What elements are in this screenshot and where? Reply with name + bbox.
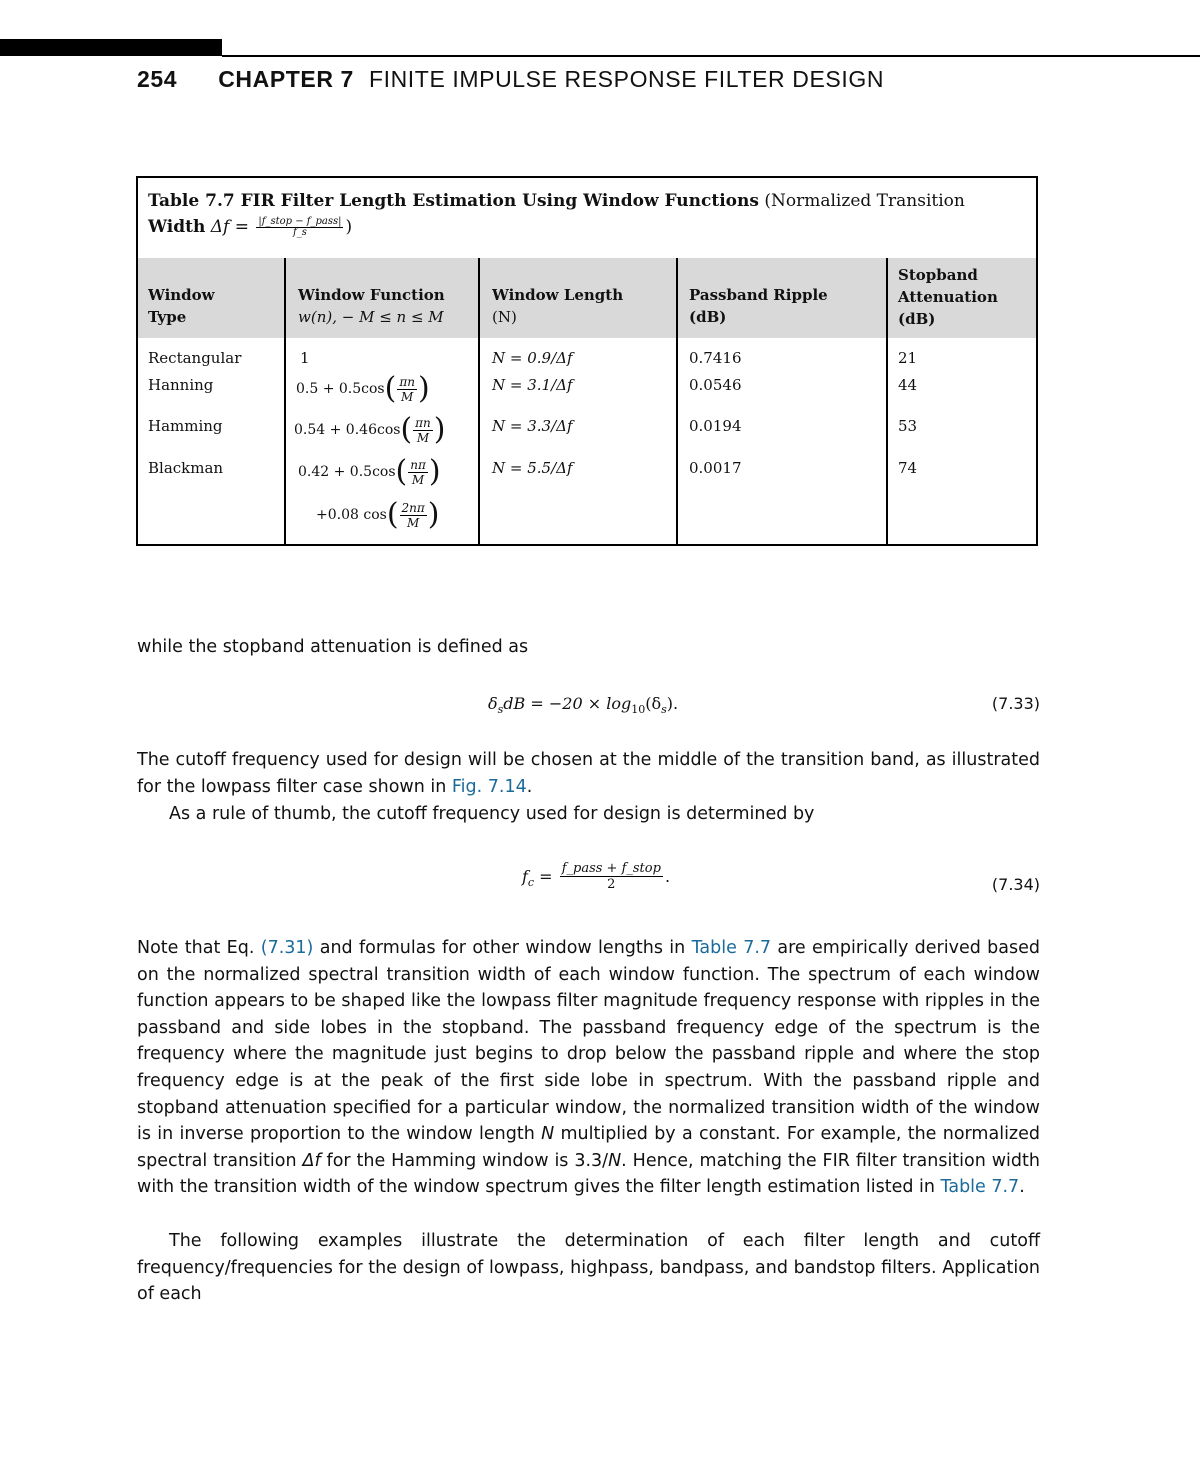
table-cell-type: Hanning	[148, 376, 214, 394]
header-window-function: Window Function w(n), − M ≤ n ≤ M	[298, 286, 445, 326]
table-cell-atten: 44	[898, 376, 918, 394]
column-divider	[284, 258, 286, 544]
table-cell-atten: 53	[898, 417, 918, 435]
table-cell-atten: 74	[898, 459, 918, 477]
table-cell-ripple: 0.7416	[689, 349, 742, 367]
caption-rest: (Normalized Transition	[764, 191, 965, 211]
caption-delta: Δf =	[210, 217, 249, 237]
equation-7-34: $f_c$ = f_pass + f_stop 2 .	[522, 861, 671, 893]
equation-number: (7.34)	[991, 875, 1040, 894]
paragraph: As a rule of thumb, the cutoff frequency used for design is determined by	[169, 804, 815, 824]
caption-bold: Table 7.7 FIR Filter Length Estimation Using Window Functions	[148, 191, 759, 211]
header-window-length: Window Length (N)	[492, 286, 624, 326]
table-cell-function: 0.42 + 0.5cos ( nπ M )	[298, 454, 441, 489]
table-cell-ripple: 0.0017	[689, 459, 742, 477]
table-cell-function: 0.5 + 0.5cos ( πn M )	[296, 371, 430, 406]
caption-close: )	[345, 217, 353, 237]
equation-link[interactable]: (7.31)	[260, 938, 314, 958]
column-divider	[886, 258, 888, 544]
table-cell-atten: 21	[898, 349, 918, 367]
table-cell-ripple: 0.0546	[689, 376, 742, 394]
header-window-type: Window Type	[148, 286, 215, 326]
header-rule	[222, 55, 1200, 57]
chapter-label: CHAPTER 7	[218, 66, 354, 92]
header-passband-ripple: Passband Ripple (dB)	[689, 286, 828, 326]
table-cell-type: Rectangular	[148, 349, 242, 367]
header-bar	[0, 39, 222, 56]
table-cell-length: N = 3.1/Δf	[492, 376, 573, 394]
table-cell-type: Hamming	[148, 417, 223, 435]
running-head	[137, 66, 884, 93]
table-cell-length: N = 5.5/Δf	[492, 459, 573, 477]
table-caption	[148, 188, 1028, 240]
paragraph: The cutoff frequency used for design will be chosen at the middle of the transition band, as illustrated for the lowpass filter case shown in Fig. 7.14.	[137, 750, 1040, 797]
table-cell-function: 1	[300, 349, 310, 367]
header-stopband-attenuation: Stopband Attenuation (dB)	[898, 266, 998, 328]
caption-frac-den: f_s	[293, 227, 307, 238]
table-cell-length: N = 0.9/Δf	[492, 349, 573, 367]
column-divider	[676, 258, 678, 544]
caption-fraction	[256, 217, 343, 238]
table-7-7	[136, 176, 1038, 546]
equation-number: (7.33)	[991, 694, 1040, 713]
paragraph: Note that Eq. (7.31) and formulas for other window lengths in Table 7.7 are empirically derived based on the normalized spectral transition width of each window function. The spectrum of each window function appears to be shaped like the lowpass filter magnitude frequency response with ripples in the passband and side lobes in the stopband. The passband frequency edge of the spectrum is the frequency where the magnitude just begins to drop below the passband ripple and where the stop frequency edge is at the peak of the first side lobe in spectrum. With the passband ripple and stopband attenuation specified for a particular window, the normalized transition width of the window is in inverse proportion to the window length N multiplied by a constant. For example, the normalized spectral transition Δf for the Hamming window is 3.3/N. Hence, matching the FIR filter transition width with the transition width of the window spectrum gives the filter length estimation listed in Table 7.7.	[137, 938, 1040, 1198]
table-cell-function: 0.54 + 0.46cos ( πn M )	[294, 412, 446, 447]
table-link[interactable]: Table 7.7	[691, 938, 772, 958]
caption-frac-num: |f_stop − f_pass|	[258, 216, 342, 227]
table-cell-ripple: 0.0194	[689, 417, 742, 435]
figure-link[interactable]: Fig. 7.14	[451, 776, 527, 797]
table-link[interactable]: Table 7.7	[940, 1177, 1020, 1198]
caption-width: Width	[148, 217, 206, 237]
table-cell-type: Blackman	[148, 459, 224, 477]
chapter-title: FINITE IMPULSE RESPONSE FILTER DESIGN	[368, 66, 885, 92]
paragraph: The following examples illustrate the determination of each filter length and cutoff frequency/frequencies for the design of lowpass, highpass, bandpass, and bandstop filters. Application of each	[137, 1231, 1040, 1305]
page-number: 254	[137, 66, 178, 92]
table-cell-function-cont: +0.08 cos ( 2nπ M )	[316, 497, 440, 532]
paragraph: while the stopband attenuation is defined as	[137, 637, 529, 657]
column-divider	[478, 258, 480, 544]
equation-7-33: $\delta_sdB = -20 \times \log_{10}(\delta_s)$.	[488, 694, 679, 716]
table-cell-length: N = 3.3/Δf	[492, 417, 573, 435]
